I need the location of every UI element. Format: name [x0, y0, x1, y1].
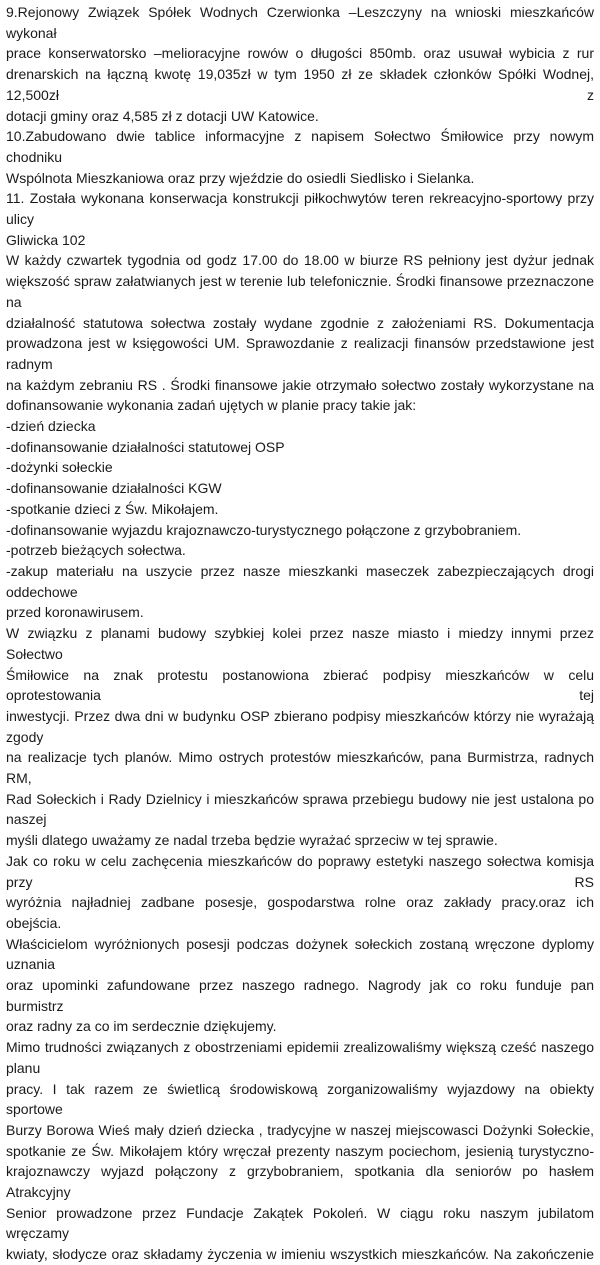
text-line: -spotkanie dzieci z Św. Mikołajem.: [6, 500, 219, 517]
paragraph: [6, 437, 594, 458]
text-line: działalność statutowa sołectwa zostały wydane zgodnie z założeniami RS. Dokumentacja: [6, 314, 594, 331]
paragraph: [6, 540, 594, 561]
text-line: Burzy Borowa Wieś mały dzień dziecka , tradycyjne w naszej miejscowasci Dożynki Sołeckie,: [6, 1121, 594, 1138]
paragraph: [6, 561, 594, 623]
text-line: Mimo trudności związanych z obostrzeniami epidemii zrealizowaliśmy większą cześć naszego planu: [6, 1039, 594, 1076]
text-line: Rad Sołeckich i Rady Dzielnicy i mieszkańców sprawa przebiegu budowy nie jest ustalona po naszej: [6, 790, 594, 828]
text-line: -dożynki sołeckie: [6, 459, 113, 476]
text-line: -potrzeb bieżących sołectwa.: [6, 542, 186, 559]
paragraph: [6, 457, 594, 478]
text-line: krajoznawczy wyjazd połączony z grzybobraniem, spotkania dla seniorów po hasłem Atrakcyjny: [6, 1163, 594, 1201]
text-line: kwiaty, słodycze oraz składamy życzenia w imieniu wszystkich mieszkańców. Na zakończenie: [6, 1246, 594, 1263]
text-line: Gliwicka 102: [6, 231, 86, 248]
text-line: -zakup materiału na uszycie przez nasze mieszkanki maseczek zabezpieczających drogi oddechowe: [6, 562, 594, 600]
paragraph: [6, 520, 594, 541]
text-line: -dofinansowanie działalności KGW: [6, 480, 222, 497]
paragraph: [6, 2, 594, 126]
document-body: [6, 2, 594, 1265]
text-line: dotacji gminy oraz 4,585 zł z dotacji UW Katowice.: [6, 107, 319, 124]
text-line: Właścicielom wyróżnionych posesji podczas dożynek sołeckich zostaną wręczone dyplomy uznania: [6, 935, 594, 973]
paragraph: [6, 1037, 594, 1265]
paragraph: [6, 188, 594, 250]
text-line: inwestycji. Przez dwa dni w budynku OSP zbierano podpisy mieszkańców którzy nie wyrażają zgody: [6, 707, 594, 745]
paragraph: [6, 623, 594, 851]
paragraph: [6, 126, 594, 188]
paragraph: [6, 478, 594, 499]
text-line: wyróżnia najładniej zadbane posesje, gospodarstwa rolne oraz zakłady pracy.oraz ich obejścia.: [6, 894, 594, 931]
text-line: większość spraw załatwianych jest w terenie lub telefonicznie. Środki finansowe przeznaczone na: [6, 273, 594, 310]
text-line: prace konserwatorsko –melioracyjne rowów o długości 850mb. oraz usuwał wybicia z rur: [6, 45, 594, 62]
paragraph: [6, 250, 594, 416]
text-line: -dofinansowanie wyjazdu krajoznawczo-turystycznego połączone z grzybobraniem.: [6, 521, 522, 538]
text-line: W każdy czwartek tygodnia od godz 17.00 do 18.00 w biurze RS pełniony jest dyżur jednak: [6, 252, 594, 269]
text-line: Senior prowadzone przez Fundacje Zakątek Pokoleń. W ciągu roku naszym jubilatom wręczamy: [6, 1204, 594, 1242]
text-line: prowadzona jest w księgowości UM. Sprawozdanie z realizacji finansów przedstawione jest radnym: [6, 335, 594, 372]
text-line: -dzień dziecka: [6, 418, 96, 435]
text-line: 9.Rejonowy Związek Spółek Wodnych Czerwionka –Leszczyny na wnioski mieszkańców wykonał: [6, 4, 594, 41]
text-line: na każdym zebraniu RS . Środki finansowe jakie otrzymało sołectwo zostały wykorzystane na: [6, 376, 594, 393]
text-line: drenarskich na łączną kwotę 19,035zł w tym 1950 zł ze składek członków Spółki Wodnej, 12,500zł z: [6, 66, 594, 103]
text-line: na realizacje tych planów. Mimo ostrych protestów mieszkańców, pana Burmistrza, radnych RM,: [6, 749, 594, 787]
text-line: 10.Zabudowano dwie tablice informacyjne z napisem Sołectwo Śmiłowice przy nowym chodniku: [6, 128, 594, 165]
text-line: oraz radny za co im serdecznie dziękujemy.: [6, 1018, 277, 1035]
paragraph: [6, 499, 594, 520]
paragraph: [6, 851, 594, 1037]
text-line: -dofinansowanie działalności statutowej OSP: [6, 438, 285, 455]
text-line: myśli dlatego uważamy ze nadal trzeba będzie wyrażać sprzeciw w tej sprawie.: [6, 832, 498, 849]
paragraph: [6, 416, 594, 437]
text-line: pracy. I tak razem ze świetlicą środowiskową zorganizowaliśmy wyjazdowy na obiekty sportowe: [6, 1080, 594, 1118]
text-line: dofinansowanie wykonania zadań ujętych w planie pracy takie jak:: [6, 397, 417, 414]
text-line: 11. Została wykonana konserwacja konstrukcji piłkochwytów teren rekreacyjno-sportowy przy ulicy: [6, 190, 594, 228]
text-line: spotkanie ze Św. Mikołajem który wręczał prezenty naszym pociechom, jesienią turystyczno-: [6, 1142, 594, 1159]
text-line: przed koronawirusem.: [6, 604, 144, 621]
text-line: Śmiłowice na znak protestu postanowiona zbierać podpisy mieszkańców w celu oprotestowania tej: [6, 666, 594, 704]
text-line: Jak co roku w celu zachęcenia mieszkańców do poprawy estetyki naszego sołectwa komisja przy RS: [6, 852, 594, 890]
text-line: W związku z planami budowy szybkiej kolei przez nasze miasto i miedzy innymi przez Sołectwo: [6, 625, 594, 662]
text-line: Wspólnota Mieszkaniowa oraz przy wjeździe do osiedli Siedlisko i Sielanka.: [6, 169, 475, 186]
text-line: oraz upominki zafundowane przez naszego radnego. Nagrody jak co roku funduje pan burmistrz: [6, 977, 594, 1014]
